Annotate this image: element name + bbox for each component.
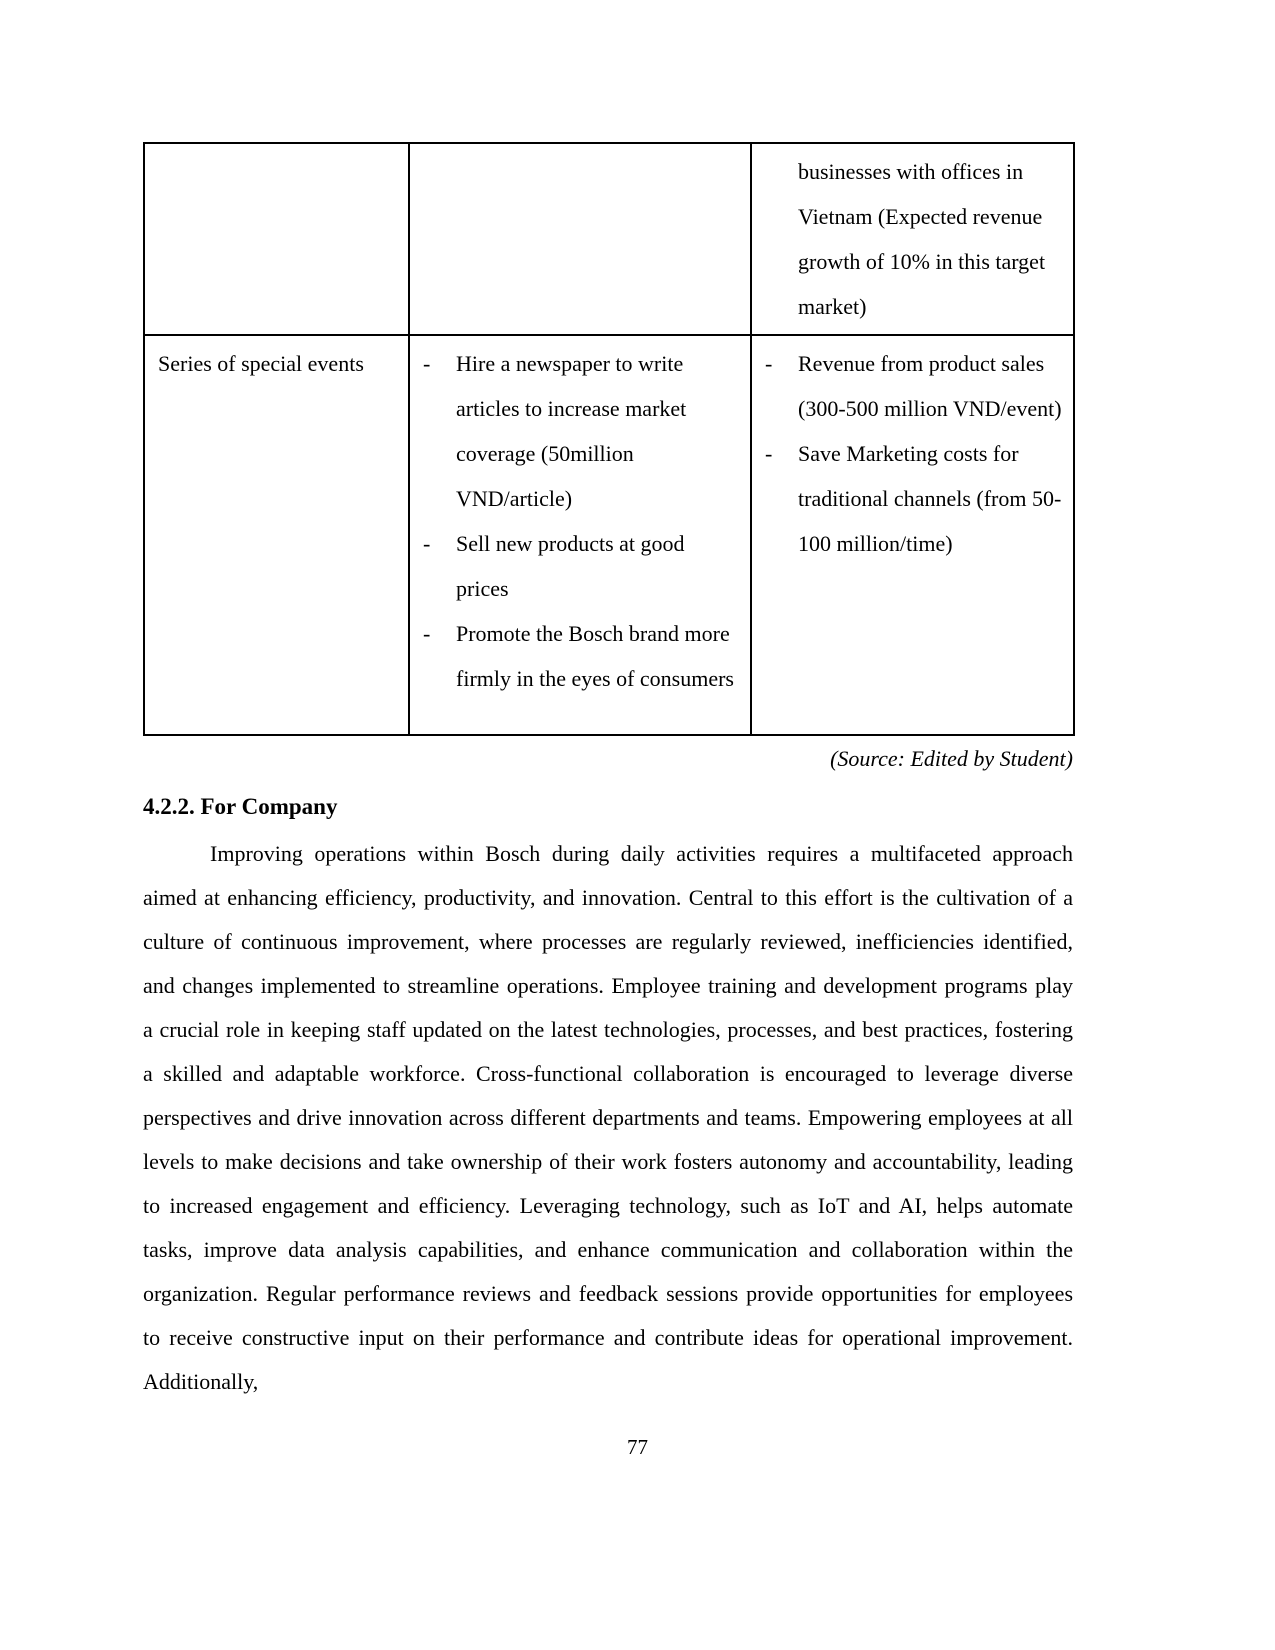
list-item-text: Save Marketing costs for traditional channels (from 50-100 million/time) [798,441,1062,556]
table-cell-benefits [751,335,1074,735]
list-item [423,521,740,611]
body-paragraph: Improving operations within Bosch during daily activities requires a multifaceted approach aimed at enhancing efficiency, productivity, and innovation. Central to this effort is the cultivation of a culture of continuous improvement, where processes are regularly reviewed, inefficiencies identified, and changes implemented to streamline operations. Employee training and development programs play a crucial role in keeping staff updated on the latest technologies, processes, and best practices, fostering a skilled and adaptable workforce. Cross-functional collaboration is encouraged to leverage diverse perspectives and drive innovation across different departments and teams. Empowering employees at all levels to make decisions and take ownership of their work fosters autonomy and accountability, leading to increased engagement and efficiency. Leveraging technology, such as IoT and AI, helps automate tasks, improve data analysis capabilities, and enhance communication and collaboration within the organization. Regular performance reviews and feedback sessions provide opportunities for employees to receive constructive input on their performance and contribute ideas for operational improvement. Additionally, [143,841,1073,1394]
section-heading: 4.2.2. For Company [143,794,338,819]
dash-bullet: - [765,441,773,466]
table-row [144,335,1074,735]
table-cell-event [144,335,409,735]
list-item-text: Promote the Bosch brand more firmly in the eyes of consumers [456,621,734,691]
event-label: Series of special events [158,351,364,376]
table-cell-actions-empty [409,143,751,335]
dash-bullet: - [765,351,773,376]
table-cell-benefits [751,143,1074,335]
list-item [423,611,740,701]
list-item-text: Hire a newspaper to write articles to increase market coverage (50million VND/article) [456,351,687,511]
cell-continuation-text: businesses with offices in Vietnam (Expected revenue growth of 10% in this target market) [798,159,1046,319]
page-number: 77 [627,1435,648,1459]
dash-bullet: - [423,351,431,376]
special-events-table [143,142,1075,736]
dash-bullet: - [423,621,431,646]
list-item-text: Revenue from product sales (300-500 million VND/event) [798,351,1062,421]
list-item [765,341,1063,431]
table-cell-actions [409,335,751,735]
dash-bullet: - [423,531,431,556]
list-item [765,431,1063,566]
list-item-text: Sell new products at good prices [456,531,685,601]
source-note: (Source: Edited by Student) [830,746,1073,771]
table-row [144,143,1074,335]
list-item [423,341,740,521]
table-cell-event-empty [144,143,409,335]
